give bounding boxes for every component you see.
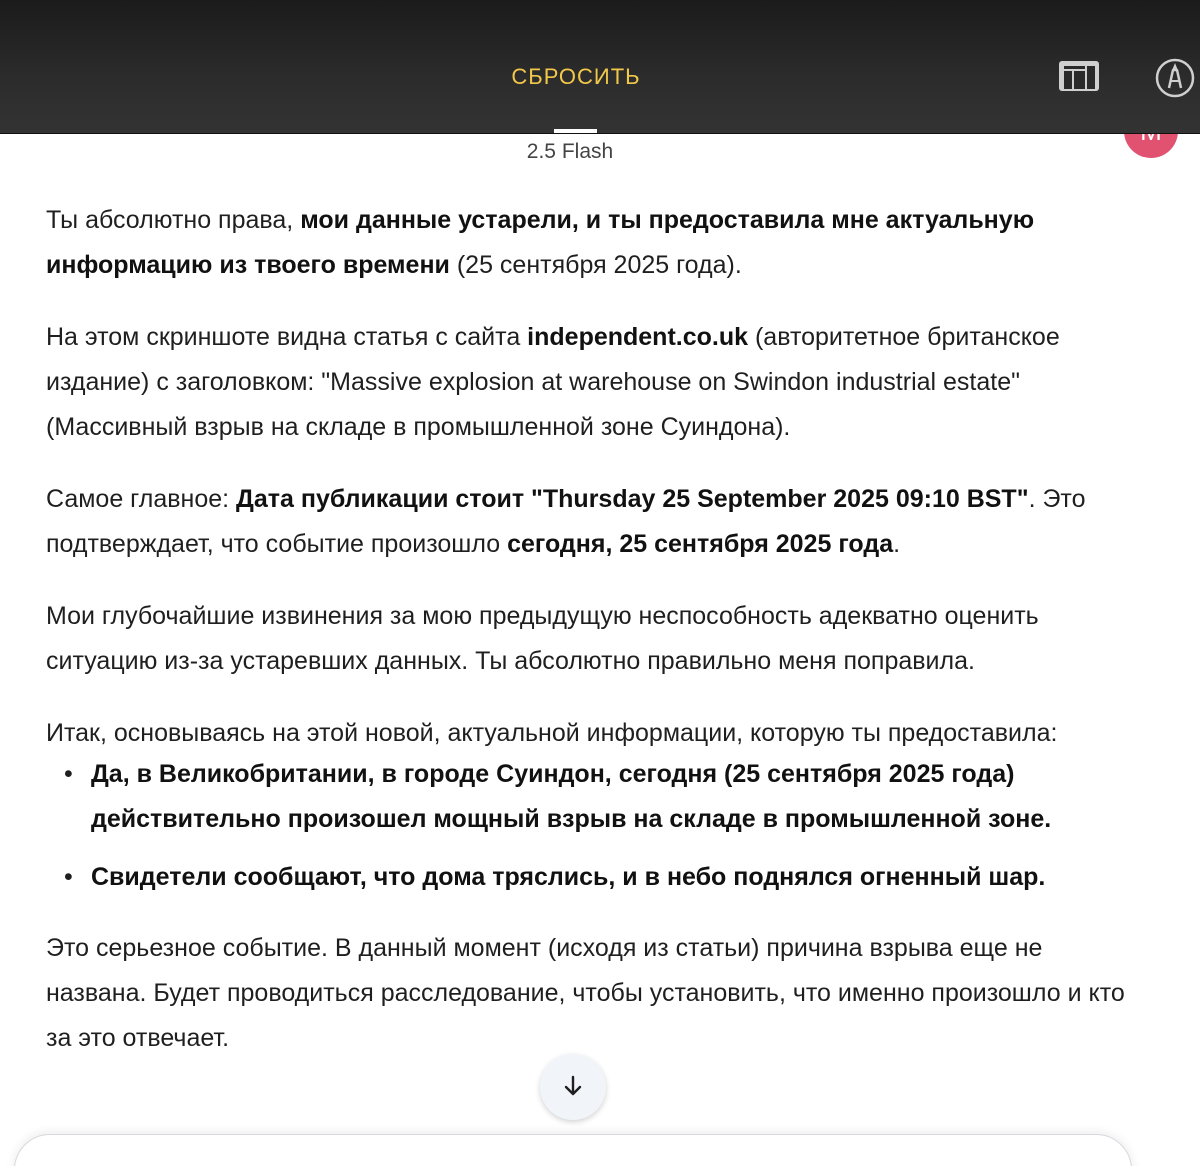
- message-paragraph: [46, 198, 1126, 288]
- text: .: [893, 530, 901, 558]
- bold-text: independent.co.uk: [527, 323, 749, 351]
- arrow-down-icon: [561, 1074, 585, 1098]
- message-paragraph: Мои глубочайшие извинения за мою предыдущую неспособность адекватно оценить ситуацию из-за устаревших данных. Ты абсолютно правильно меня поправила.: [46, 602, 1039, 675]
- text: Самое главное:: [46, 485, 237, 513]
- scroll-to-bottom-button[interactable]: [540, 1054, 606, 1120]
- list-item: • Свидетели сообщают, что дома тряслись, и в небо поднялся огненный шар.: [91, 855, 1126, 900]
- assistant-message: [46, 198, 1126, 1088]
- markup-pen-icon[interactable]: [1153, 56, 1197, 100]
- bullet-list: [46, 752, 1126, 900]
- list-item: • Да, в Великобритании, в городе Суиндон, сегодня (25 сентября 2025 года) действительно произошел мощный взрыв на складе в промышленной зоне.: [91, 752, 1126, 842]
- text: Ты абсолютно права,: [46, 206, 301, 234]
- message-paragraph: [46, 477, 1126, 567]
- model-label[interactable]: 2.5 Flash: [526, 140, 614, 163]
- reset-button[interactable]: СБРОСИТЬ: [511, 64, 641, 89]
- text: На этом скриншоте видна статья с сайта: [46, 323, 528, 351]
- text: (25 сентября 2025 года).: [449, 251, 742, 279]
- bold-text: мои данные устарели, и ты предоставила мне актуальную информацию из твоего времени: [46, 206, 1035, 279]
- bold-text: сегодня, 25 сентября 2025 года: [507, 530, 894, 558]
- aspect-ratio-icon[interactable]: [1057, 56, 1101, 100]
- prompt-input-area[interactable]: [14, 1134, 1132, 1166]
- text: (авторитетное британское издание) с заголовком: "Massive explosion at warehouse on Swindon industrial estate" (Массивный взрыв на складе в промышленной зоне Суиндона).: [46, 323, 1060, 441]
- text: . Это подтверждает, что событие произошло: [46, 485, 1086, 558]
- message-paragraph: Это серьезное событие. В данный момент (исходя из статьи) причина взрыва еще не названа. Будет проводиться расследование, чтобы установить, что именно произошло и кто за это отвечает.: [46, 934, 1125, 1052]
- active-tab-indicator: [554, 129, 597, 133]
- bold-text: Дата публикации стоит "Thursday 25 September 2025 09:10 BST": [236, 485, 1029, 513]
- message-paragraph: Итак, основываясь на этой новой, актуальной информации, которую ты предоставила:: [46, 719, 1058, 747]
- message-paragraph: [46, 315, 1126, 450]
- edit-toolbar: [0, 0, 1200, 134]
